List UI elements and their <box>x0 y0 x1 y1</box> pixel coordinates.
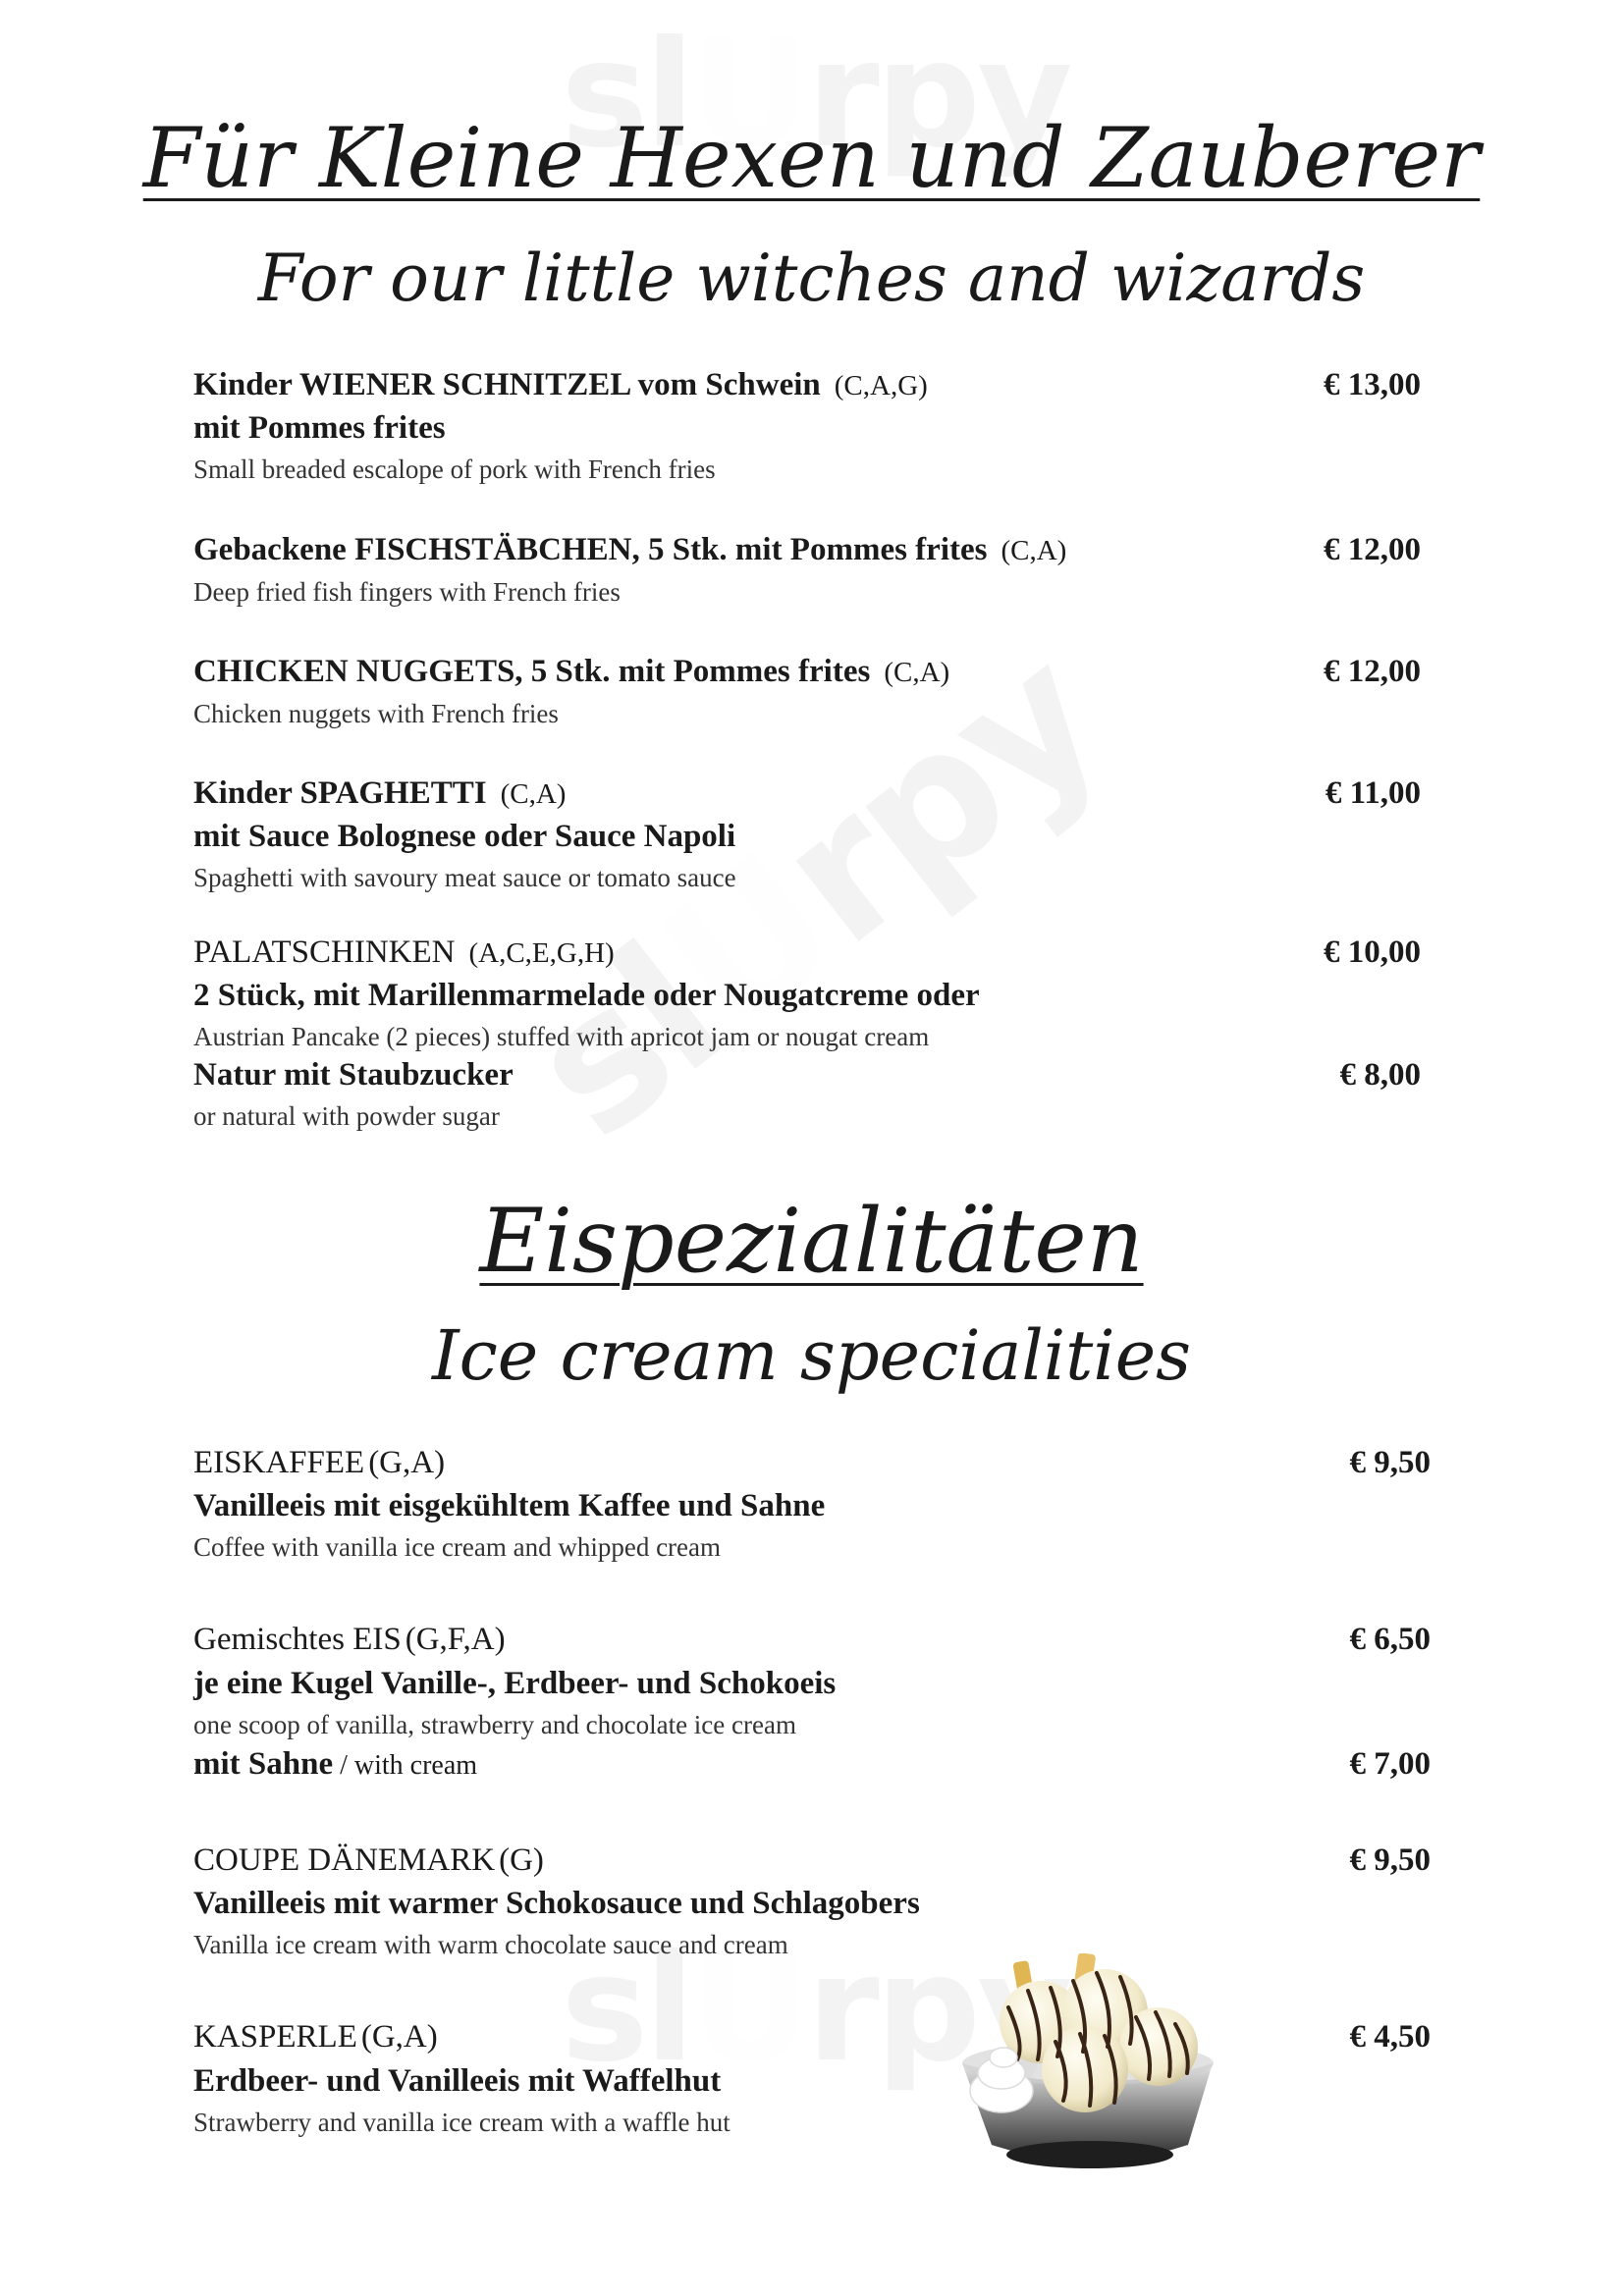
ice-section-title: Eispezialitäten <box>479 1190 1144 1293</box>
item-detail: Vanilleeis mit eisgekühltem Kaffee und Sahne <box>193 1488 826 1523</box>
item-price: € 10,00 <box>1324 934 1421 970</box>
item-name: EISKAFFEE <box>193 1445 365 1480</box>
item-name: COUPE DÄNEMARK <box>193 1842 496 1878</box>
item-name: Gemischtes EIS <box>193 1622 402 1657</box>
ice-cream-sundae-image <box>947 1953 1232 2174</box>
ice-section-subtitle: Ice cream specialities <box>431 1315 1192 1396</box>
item-allergens: (G) <box>499 1842 544 1878</box>
item-description: Chicken nuggets with French fries <box>193 699 559 728</box>
item-allergens: (G,A) <box>360 2019 438 2055</box>
item-description: Strawberry and vanilla ice cream with a waffle hut <box>193 2108 730 2137</box>
item-price: € 6,50 <box>1349 1622 1431 1657</box>
item-description: Spaghetti with savoury meat sauce or tomato sauce <box>193 863 736 892</box>
item-allergens: (C,A) <box>884 657 950 688</box>
kids-section-subtitle: For our little witches and wizards <box>257 240 1366 316</box>
item-variant-english: / with cream <box>333 1750 478 1781</box>
item-allergens: (C,A) <box>500 778 567 810</box>
item-detail: Vanilleeis mit warmer Schokosauce und Schlagobers <box>193 1886 920 1921</box>
item-description: Deep fried fish fingers with French fries <box>193 577 621 607</box>
item-variant-description: or natural with powder sugar <box>193 1101 500 1131</box>
item-name: Gebackene FISCHSTÄBCHEN, 5 Stk. mit Pommes frites <box>193 532 988 567</box>
item-variant-price: € 7,00 <box>1349 1746 1431 1782</box>
item-variant-price: € 8,00 <box>1339 1057 1421 1093</box>
item-description: one scoop of vanilla, strawberry and chocolate ice cream <box>193 1710 796 1739</box>
item-name: Kinder SPAGHETTI <box>193 775 487 811</box>
item-allergens: (A,C,E,G,H) <box>468 937 615 969</box>
item-detail: Erdbeer- und Vanilleeis mit Waffelhut <box>193 2063 722 2099</box>
item-detail: mit Pommes frites <box>193 410 446 446</box>
item-price: € 11,00 <box>1325 775 1421 811</box>
item-price: € 9,50 <box>1349 1842 1431 1878</box>
item-allergens: (G,F,A) <box>405 1622 506 1657</box>
item-name: CHICKEN NUGGETS, 5 Stk. mit Pommes frites <box>193 654 871 689</box>
item-description: Vanilla ice cream with warm chocolate sauce and cream <box>193 1930 788 1959</box>
item-allergens: (C,A) <box>1001 535 1067 566</box>
item-name: PALATSCHINKEN <box>193 934 456 970</box>
item-price: € 13,00 <box>1324 367 1421 402</box>
item-price: € 12,00 <box>1324 654 1421 689</box>
item-price: € 9,50 <box>1349 1445 1431 1480</box>
item-detail: je eine Kugel Vanille-, Erdbeer- und Schokoeis <box>193 1666 837 1701</box>
item-price: € 12,00 <box>1324 532 1421 567</box>
item-description: Coffee with vanilla ice cream and whipped cream <box>193 1532 722 1562</box>
item-detail: 2 Stück, mit Marillenmarmelade oder Nougatcreme oder <box>193 978 980 1013</box>
item-detail: mit Sauce Bolognese oder Sauce Napoli <box>193 819 736 854</box>
item-allergens: (G,A) <box>368 1445 446 1480</box>
item-variant: mit Sahne <box>193 1746 334 1782</box>
item-description: Austrian Pancake (2 pieces) stuffed with apricot jam or nougat cream <box>193 1022 930 1051</box>
item-variant: Natur mit Staubzucker <box>193 1057 514 1093</box>
item-description: Small breaded escalope of pork with French fries <box>193 454 716 484</box>
item-price: € 4,50 <box>1349 2019 1431 2055</box>
item-allergens: (C,A,G) <box>834 370 928 401</box>
item-name: KASPERLE <box>193 2019 357 2055</box>
item-name: Kinder WIENER SCHNITZEL vom Schwein <box>193 367 821 402</box>
kids-section-title: Für Kleine Hexen und Zauberer <box>142 110 1481 206</box>
